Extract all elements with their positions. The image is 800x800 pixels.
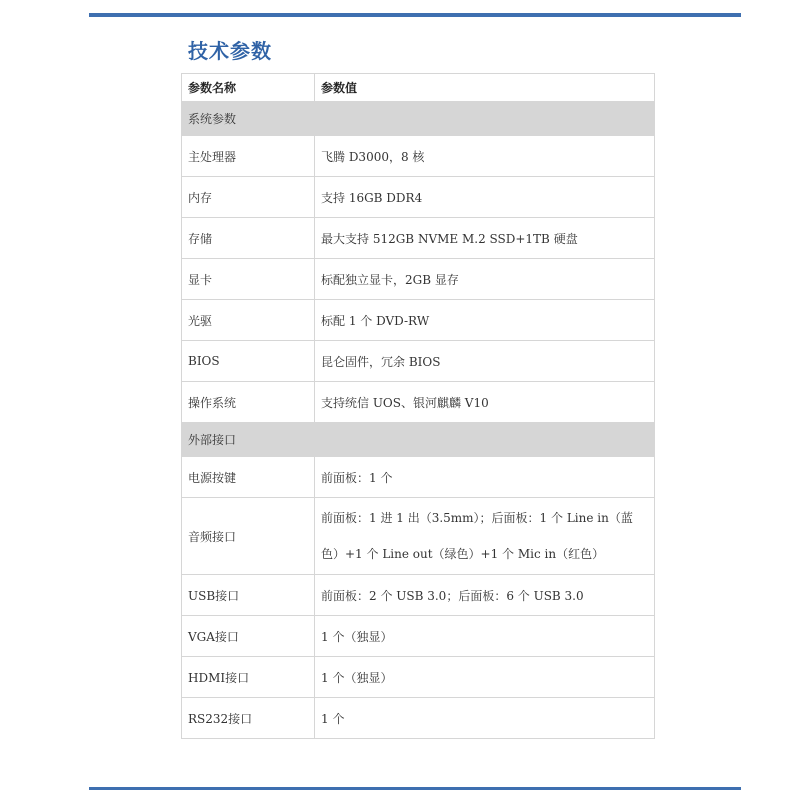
bottom-divider bbox=[89, 787, 741, 790]
table-row bbox=[182, 657, 655, 698]
param-value: 支持 16GB DDR4 bbox=[315, 177, 655, 218]
param-name: 内存 bbox=[182, 177, 315, 218]
page-title: 技术参数 bbox=[188, 39, 272, 63]
param-name: 操作系统 bbox=[182, 382, 315, 423]
param-name: 存储 bbox=[182, 218, 315, 259]
param-value: 1 个 bbox=[315, 698, 655, 739]
column-header-param: 参数名称 bbox=[182, 74, 315, 102]
param-value: 前面板：1 个 bbox=[315, 457, 655, 498]
top-divider bbox=[89, 13, 741, 17]
param-value: 标配独立显卡，2GB 显存 bbox=[315, 259, 655, 300]
param-value: 前面板：1 进 1 出（3.5mm）；后面板：1 个 Line in（蓝色）+1 个 Line out（绿色）+1 个 Mic in（红色） bbox=[315, 498, 655, 575]
param-name: VGA接口 bbox=[182, 616, 315, 657]
param-name: 主处理器 bbox=[182, 136, 315, 177]
param-name: RS232接口 bbox=[182, 698, 315, 739]
table-row bbox=[182, 457, 655, 498]
spec-table bbox=[181, 73, 655, 739]
param-name: BIOS bbox=[182, 341, 315, 382]
param-value: 1 个（独显） bbox=[315, 657, 655, 698]
param-value: 1 个（独显） bbox=[315, 616, 655, 657]
table-row bbox=[182, 616, 655, 657]
table-row bbox=[182, 300, 655, 341]
table-row bbox=[182, 382, 655, 423]
table-row bbox=[182, 575, 655, 616]
section-row-external bbox=[182, 423, 655, 457]
param-value: 昆仑固件，冗余 BIOS bbox=[315, 341, 655, 382]
param-name: USB接口 bbox=[182, 575, 315, 616]
param-value: 飞腾 D3000，8 核 bbox=[315, 136, 655, 177]
param-name: 显卡 bbox=[182, 259, 315, 300]
table-row bbox=[182, 498, 655, 575]
param-name: 电源按键 bbox=[182, 457, 315, 498]
param-value: 最大支持 512GB NVME M.2 SSD+1TB 硬盘 bbox=[315, 218, 655, 259]
param-value: 支持统信 UOS、银河麒麟 V10 bbox=[315, 382, 655, 423]
table-row bbox=[182, 698, 655, 739]
table-header-row bbox=[182, 74, 655, 102]
section-row-system bbox=[182, 102, 655, 136]
table-row bbox=[182, 341, 655, 382]
section-title: 系统参数 bbox=[182, 102, 655, 136]
column-header-value: 参数值 bbox=[315, 74, 655, 102]
table-row bbox=[182, 136, 655, 177]
param-name: HDMI接口 bbox=[182, 657, 315, 698]
param-value: 前面板：2 个 USB 3.0；后面板：6 个 USB 3.0 bbox=[315, 575, 655, 616]
table-row bbox=[182, 218, 655, 259]
param-value: 标配 1 个 DVD-RW bbox=[315, 300, 655, 341]
param-name: 光驱 bbox=[182, 300, 315, 341]
param-name: 音频接口 bbox=[182, 498, 315, 575]
table-row bbox=[182, 259, 655, 300]
section-title: 外部接口 bbox=[182, 423, 655, 457]
table-row bbox=[182, 177, 655, 218]
